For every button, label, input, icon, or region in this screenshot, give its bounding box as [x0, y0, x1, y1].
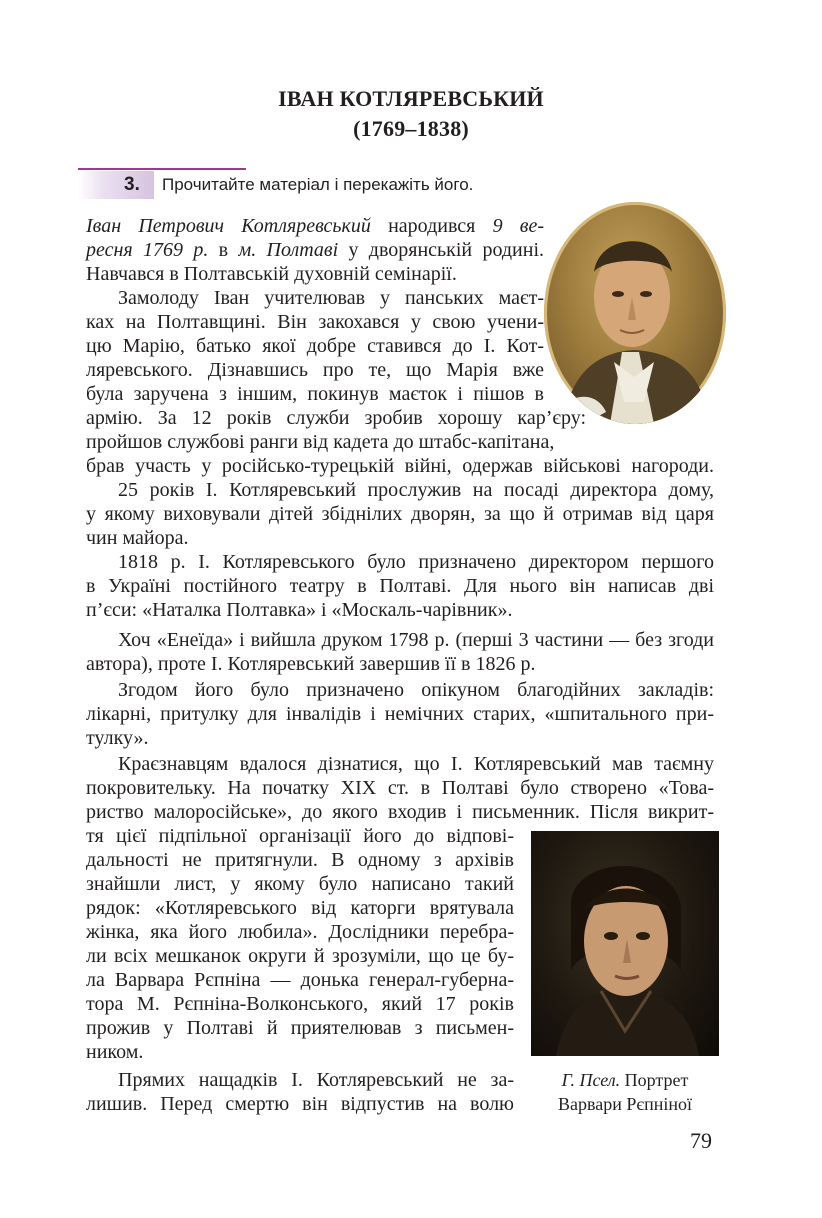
text-line	[118, 678, 714, 702]
text-segment: народився	[370, 215, 493, 237]
text-line	[86, 968, 514, 992]
text-line	[118, 1068, 514, 1092]
text-line	[86, 896, 514, 920]
text-line	[86, 872, 514, 896]
text-line	[86, 214, 544, 238]
text-line	[86, 824, 514, 848]
caption-text: Портрет	[620, 1070, 689, 1090]
text-line	[86, 262, 544, 286]
text-line	[86, 358, 544, 382]
text-segment: Хоч «Енеїда» і вийшла друком 1798 р. (перші 3 частини — без згоди	[118, 629, 714, 651]
text-segment: Краєзнавцям вдалося дізнатися, що І. Котляревський мав таємну	[118, 753, 714, 775]
text-segment: автора), проте І. Котляревський завершив її в 1826 р.	[86, 653, 536, 675]
text-segment: у якому виховували дітей збіднілих дворян, за що й отримав від царя	[86, 503, 714, 525]
text-line	[86, 652, 714, 676]
text-line	[86, 310, 544, 334]
text-segment: Іван Петрович Котляревський	[86, 215, 371, 237]
text-line	[86, 776, 714, 800]
text-segment: дальності не притягнули. В одному з архівів	[86, 849, 514, 871]
task-instruction: Прочитайте матеріал і перекажіть його.	[162, 175, 474, 194]
text-segment: брав участь у російсько-турецькій війні, одержав військові нагороди.	[86, 455, 714, 477]
task-marker-tab	[78, 171, 154, 199]
text-segment: м. Полтаві	[238, 239, 339, 261]
text-line	[118, 628, 714, 652]
text-segment: ла Варвара Рєпніна — донька генерал-губерна-	[86, 969, 514, 991]
task-marker-line	[78, 168, 246, 170]
text-segment: 9 ве-	[492, 215, 544, 237]
text-segment: 1818 р. І. Котляревського було призначено директором першого	[118, 551, 714, 573]
text-line	[86, 1092, 514, 1116]
text-line	[86, 454, 714, 478]
text-segment: ресня 1769 р.	[86, 239, 209, 261]
text-segment: жінка, яка його любила». Дослідники перебра-	[86, 921, 514, 943]
text-segment: тора М. Рєпніна-Волконського, який 17 років	[86, 993, 514, 1015]
task-number: 3.	[124, 174, 140, 195]
text-segment: Навчався в Полтавській духовній семінарії.	[86, 263, 457, 285]
text-segment: Замолоду Іван учителював у панських маєт-	[118, 287, 544, 309]
text-segment: лишив. Перед смертю він відпустив на волю	[86, 1093, 514, 1115]
text-segment: п’єси: «Наталка Полтавка» і «Москаль-чарівник».	[86, 599, 513, 621]
text-segment: Прямих нащадків І. Котляревський не за-	[118, 1069, 514, 1091]
text-segment: цю Марію, батько якої добре ставився до І. Кот-	[86, 335, 544, 357]
text-segment: ках на Полтавщині. Він закохався у свою учени-	[86, 311, 544, 333]
text-line	[86, 920, 514, 944]
text-segment: прожив у Полтаві й приятелював з письмен-	[86, 1017, 514, 1039]
text-segment: Згодом його було призначено опікуном благодійних закладів:	[118, 679, 714, 701]
portrait-repnina	[531, 831, 719, 1056]
text-line	[86, 848, 514, 872]
text-line	[86, 526, 714, 550]
text-line	[86, 1016, 514, 1040]
text-segment: чин майора.	[86, 527, 189, 549]
text-line	[118, 550, 714, 574]
text-segment: в Україні постійного театру в Полтаві. Для нього він написав дві	[86, 575, 714, 597]
text-segment: рядок: «Котляревського від каторги врятувала	[86, 897, 514, 919]
text-line	[86, 334, 544, 358]
text-segment: лікарні, притулку для інвалідів і немічних старих, «шпитального при-	[86, 703, 714, 725]
text-segment: тулку».	[86, 727, 149, 749]
text-line	[118, 752, 714, 776]
life-years: (1769–1838)	[353, 116, 469, 141]
text-line	[86, 502, 714, 526]
text-line	[86, 726, 714, 750]
text-line	[86, 800, 714, 824]
text-segment: риство малоросійське», до якого входив і письменник. Після викрит-	[86, 801, 714, 823]
text-line	[86, 406, 586, 430]
text-segment: тя цієї підпільної організації його до відпові-	[86, 825, 514, 847]
page-title: ІВАН КОТЛЯРЕВСЬКИЙ	[278, 86, 544, 111]
text-segment: ником.	[86, 1041, 144, 1063]
caption-author: Г. Псел.	[561, 1070, 621, 1090]
text-line	[86, 944, 514, 968]
text-line	[86, 992, 514, 1016]
text-line	[118, 286, 544, 310]
text-segment: ляревського. Дізнавшись про те, що Марія вже	[86, 359, 544, 381]
text-segment: ли всіх мешканок округи й зрозуміли, що це бу-	[86, 945, 514, 967]
image-caption-line2: Варвари Рєпніної	[557, 1094, 692, 1114]
text-segment: покровительку. На початку XIX ст. в Полтаві було створено «Това-	[86, 777, 714, 799]
text-line	[118, 478, 714, 502]
text-line	[86, 430, 586, 454]
text-line	[86, 574, 714, 598]
text-segment: в	[208, 239, 239, 261]
text-line	[86, 702, 714, 726]
text-segment: 25 років І. Котляревський прослужив на посаді директора дому,	[118, 479, 714, 501]
page-number: 79	[690, 1128, 712, 1153]
text-segment: знайшли лист, у якому було написано такий	[86, 873, 514, 895]
text-segment: була заручена з іншим, покинув маєток і пішов в	[86, 383, 544, 405]
text-line	[86, 382, 544, 406]
text-line	[86, 598, 714, 622]
portrait-kotliarevskyi	[544, 202, 726, 424]
text-line	[86, 238, 544, 262]
text-line	[86, 1040, 514, 1064]
image-caption-line1	[531, 1068, 719, 1092]
text-segment: у дворянській родині.	[338, 239, 545, 261]
text-segment: пройшов службові ранги від кадета до штабс-капітана,	[86, 431, 555, 453]
text-segment: армію. За 12 років служби зробив хорошу кар’єру:	[86, 407, 586, 429]
